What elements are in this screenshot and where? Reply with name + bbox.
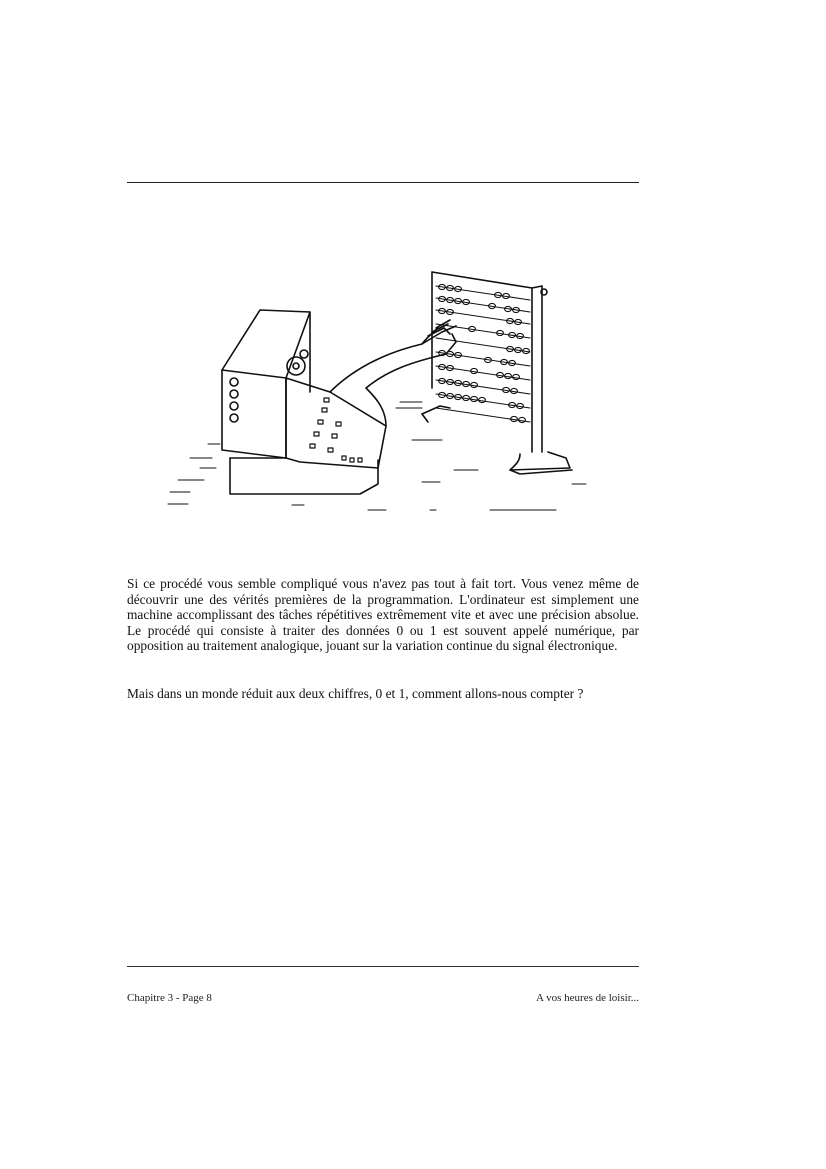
robot-arm	[330, 320, 456, 426]
paragraph-question: Mais dans un monde réduit aux deux chiffres, 0 et 1, comment allons-nous compter ?	[127, 686, 584, 701]
computer-cabinet	[222, 310, 386, 494]
page-footer	[127, 992, 639, 1004]
paragraph-intro: Si ce procédé vous semble compliqué vous n'avez pas tout à fait tort. Vous venez même de découvrir une des vérités premières de la programmation. L'ordinateur est simplement une machine accomplissant des tâches répétitives extrêmement vite et avec une précision absolue. Le procédé qui consiste à traiter des données 0 ou 1 est souvent appelé numérique, par opposition au traitement analogique, jouant sur la variation continue du signal électronique.	[127, 576, 639, 654]
top-rule	[127, 182, 639, 183]
bottom-rule	[127, 966, 639, 967]
computer-abacus-illustration	[160, 262, 590, 522]
footer-book-title: A vos heures de loisir...	[536, 992, 639, 1004]
abacus-rods	[436, 286, 530, 422]
footer-chapter-page: Chapitre 3 - Page 8	[127, 992, 212, 1004]
